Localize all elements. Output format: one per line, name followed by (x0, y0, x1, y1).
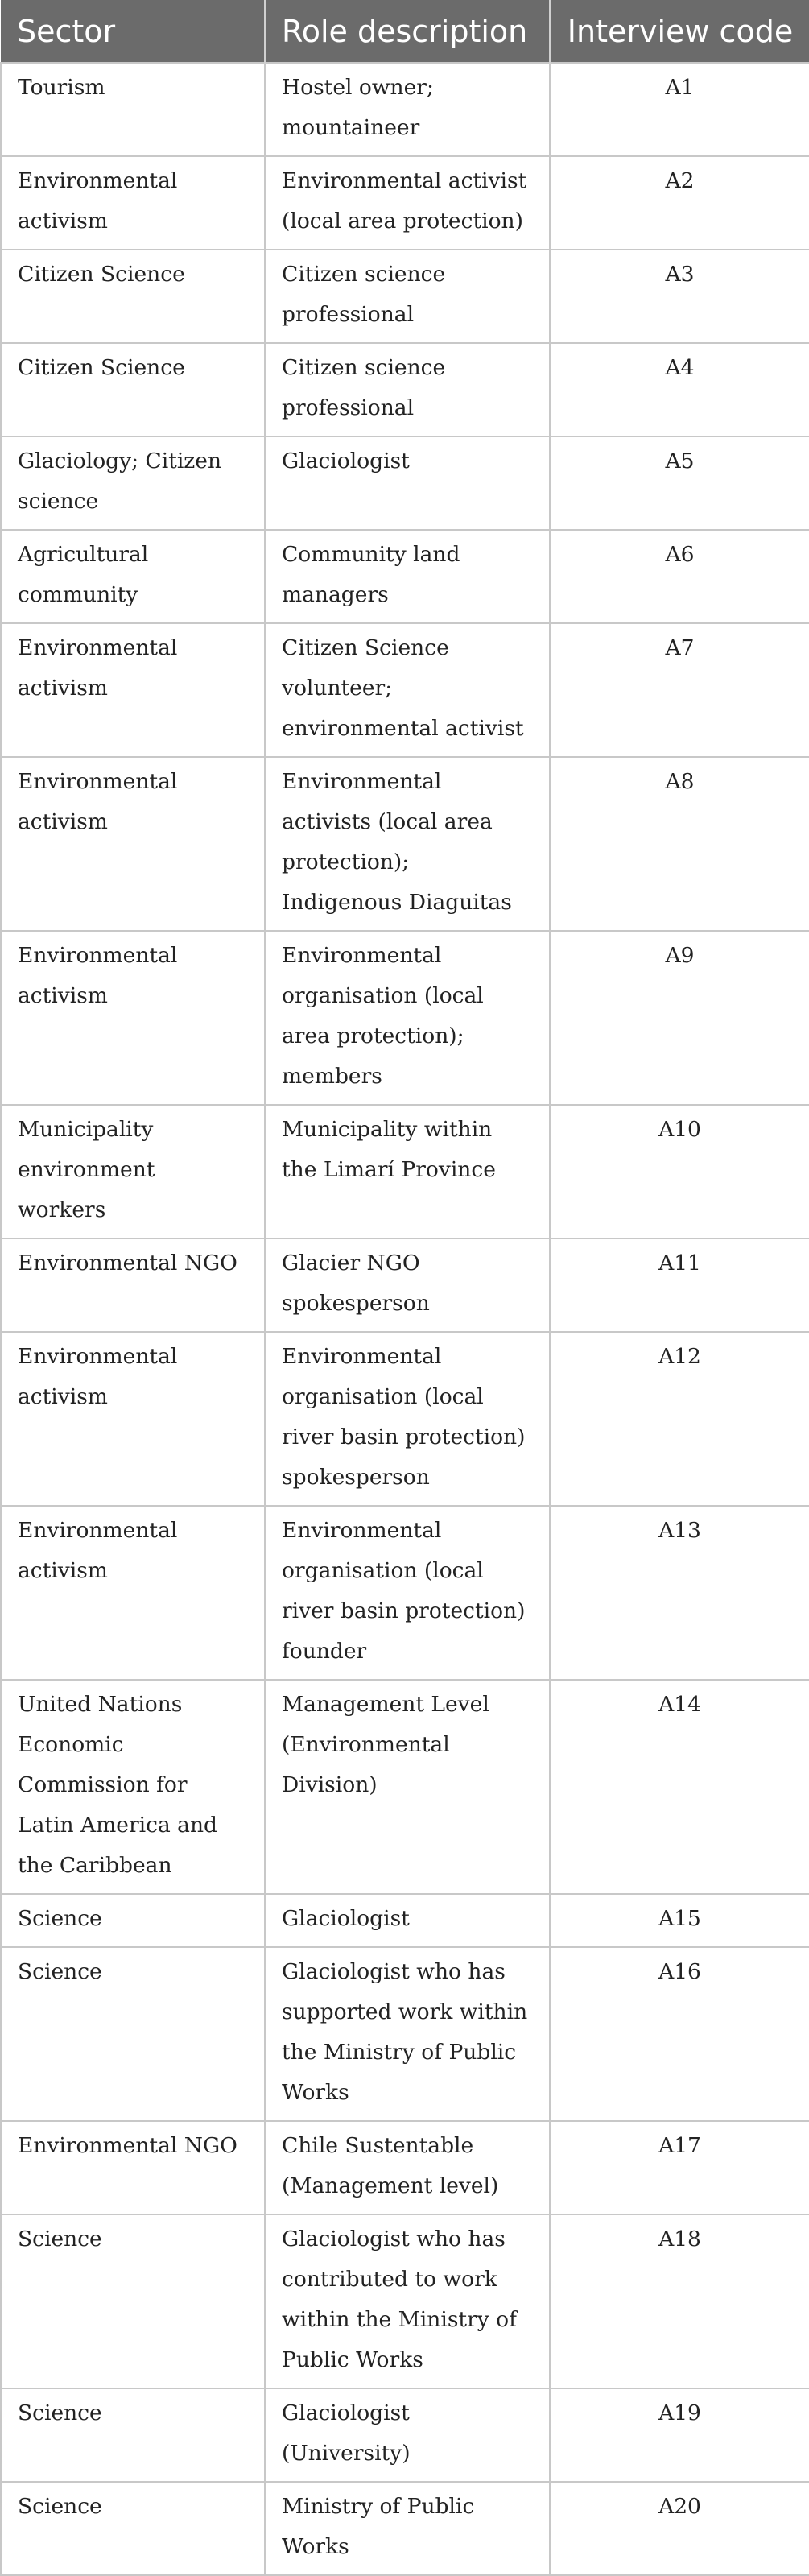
table-row (1, 2388, 809, 2482)
table-row (1, 2482, 809, 2575)
cell-sector: Environmental NGO (1, 2121, 265, 2214)
cell-role-description: Glaciologist (University) (265, 2388, 550, 2482)
cell-interview-code: A16 (550, 1947, 809, 2121)
table-row (1, 436, 809, 530)
cell-sector: Tourism (1, 63, 265, 156)
cell-role-description: Hostel owner; mountaineer (265, 63, 550, 156)
table-row (1, 1332, 809, 1506)
cell-role-description: Citizen Science volunteer; environmental activist (265, 623, 550, 757)
cell-role-description: Glaciologist who has supported work within the Ministry of Public Works (265, 1947, 550, 2121)
cell-role-description: Citizen science professional (265, 343, 550, 436)
table-row (1, 343, 809, 436)
table-row (1, 931, 809, 1105)
cell-role-description: Glaciologist (265, 436, 550, 530)
table-row (1, 63, 809, 156)
cell-sector: Municipality environment workers (1, 1105, 265, 1238)
header-role-description: Role description (265, 0, 550, 63)
cell-sector: Environmental activism (1, 1332, 265, 1506)
table-row (1, 1680, 809, 1894)
cell-role-description: Glacier NGO spokesperson (265, 1238, 550, 1332)
table-row (1, 623, 809, 757)
table-row (1, 1105, 809, 1238)
cell-sector: Environmental activism (1, 931, 265, 1105)
cell-interview-code: A4 (550, 343, 809, 436)
cell-interview-code: A6 (550, 530, 809, 623)
cell-sector: Environmental activism (1, 156, 265, 250)
cell-sector: Glaciology; Citizen science (1, 436, 265, 530)
cell-sector: Science (1, 2214, 265, 2388)
header-row (1, 0, 809, 63)
header-interview-code: Interview code (550, 0, 809, 63)
cell-role-description: Management Level (Environmental Division) (265, 1680, 550, 1894)
cell-interview-code: A15 (550, 1894, 809, 1947)
cell-sector: Science (1, 2388, 265, 2482)
cell-role-description: Environmental activists (local area protection); Indigenous Diaguitas (265, 757, 550, 931)
cell-sector: Environmental NGO (1, 1238, 265, 1332)
cell-role-description: Chile Sustentable (Management level) (265, 2121, 550, 2214)
cell-interview-code: A8 (550, 757, 809, 931)
cell-role-description: Glaciologist who has contributed to work within the Ministry of Public Works (265, 2214, 550, 2388)
cell-role-description: Glaciologist (265, 1894, 550, 1947)
table-row (1, 156, 809, 250)
cell-sector: Science (1, 1894, 265, 1947)
cell-sector: Science (1, 2482, 265, 2575)
cell-interview-code: A11 (550, 1238, 809, 1332)
cell-interview-code: A17 (550, 2121, 809, 2214)
cell-interview-code: A2 (550, 156, 809, 250)
cell-interview-code: A1 (550, 63, 809, 156)
cell-interview-code: A13 (550, 1506, 809, 1680)
table-body (1, 63, 809, 2575)
cell-role-description: Environmental organisation (local river basin protection) founder (265, 1506, 550, 1680)
cell-sector: Citizen Science (1, 343, 265, 436)
table-row (1, 2214, 809, 2388)
cell-role-description: Community land managers (265, 530, 550, 623)
cell-interview-code: A12 (550, 1332, 809, 1506)
cell-sector: Citizen Science (1, 250, 265, 343)
table-row (1, 757, 809, 931)
header-sector: Sector (1, 0, 265, 63)
table-row (1, 530, 809, 623)
cell-interview-code: A10 (550, 1105, 809, 1238)
cell-sector: Environmental activism (1, 623, 265, 757)
cell-interview-code: A14 (550, 1680, 809, 1894)
cell-interview-code: A20 (550, 2482, 809, 2575)
table-row (1, 1506, 809, 1680)
cell-interview-code: A18 (550, 2214, 809, 2388)
cell-role-description: Ministry of Public Works (265, 2482, 550, 2575)
table-row (1, 2121, 809, 2214)
cell-interview-code: A19 (550, 2388, 809, 2482)
table-header (1, 0, 809, 63)
table-row (1, 1238, 809, 1332)
table-row (1, 1894, 809, 1947)
cell-role-description: Environmental activist (local area protection) (265, 156, 550, 250)
cell-sector: Science (1, 1947, 265, 2121)
cell-interview-code: A9 (550, 931, 809, 1105)
cell-role-description: Environmental organisation (local river basin protection) spokesperson (265, 1332, 550, 1506)
cell-interview-code: A5 (550, 436, 809, 530)
table-row (1, 1947, 809, 2121)
table-row (1, 250, 809, 343)
cell-role-description: Municipality within the Limarí Province (265, 1105, 550, 1238)
cell-sector: Environmental activism (1, 757, 265, 931)
cell-role-description: Citizen science professional (265, 250, 550, 343)
cell-sector: United Nations Economic Commission for Latin America and the Caribbean (1, 1680, 265, 1894)
cell-interview-code: A3 (550, 250, 809, 343)
cell-sector: Agricultural community (1, 530, 265, 623)
cell-role-description: Environmental organisation (local area protection); members (265, 931, 550, 1105)
cell-interview-code: A7 (550, 623, 809, 757)
cell-sector: Environmental activism (1, 1506, 265, 1680)
